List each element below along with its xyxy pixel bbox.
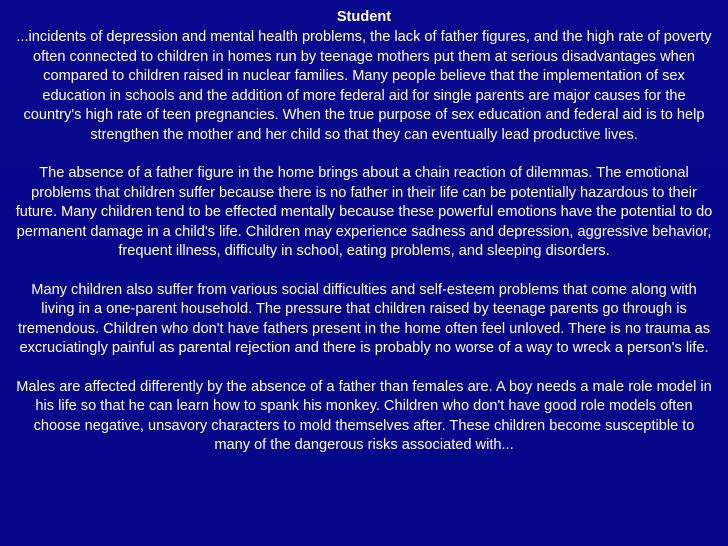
paragraph-2: The absence of a father figure in the home brings about a chain reaction of dilemmas. The emotional problems that children suffer because there is no father in their life can be potentially hazardous to their future. Many children tend to be effected mentally because these powerful emotions have the potential to do permanent damage in a child's life. Children may experience sadness and depression, aggressive behavior, frequent illness, difficulty in school, eating problems, and sleeping disorders.	[15, 165, 713, 259]
paragraph-4: Males are affected differently by the absence of a father than females are. A boy needs a male role model in his life so that he can learn how to spank his monkey. Children who don't have good role models often choose negative, unsavory characters to mold themselves after. These children become susceptible to many of the dangerous risks associated with...	[16, 378, 712, 453]
paragraph-1: ...incidents of depression and mental health problems, the lack of father figures, and the high rate of poverty often connected to children in homes run by teenage mothers put them at serious disadvantages when compared to children raised in nuclear families. Many people believe that the implementation of sex education in schools and the addition of more federal aid for single parents are major causes for the country's high rate of teen pregnancies. When the true purpose of sex education and federal aid is to help strengthen the mother and her child so that they can eventually lead productive lives.	[16, 29, 712, 143]
paragraph-3: Many children also suffer from various social difficulties and self-esteem problems that come along with living in a one-parent household. The pressure that children raised by teenage parents go through is tremendous. Children who don't have fathers present in the home often feel unloved. There is no trauma as excruciatingly painful as parental rejection and there is probably no worse of a way to wreck a person's life.	[17, 281, 711, 356]
slide-title: Student	[336, 9, 392, 25]
